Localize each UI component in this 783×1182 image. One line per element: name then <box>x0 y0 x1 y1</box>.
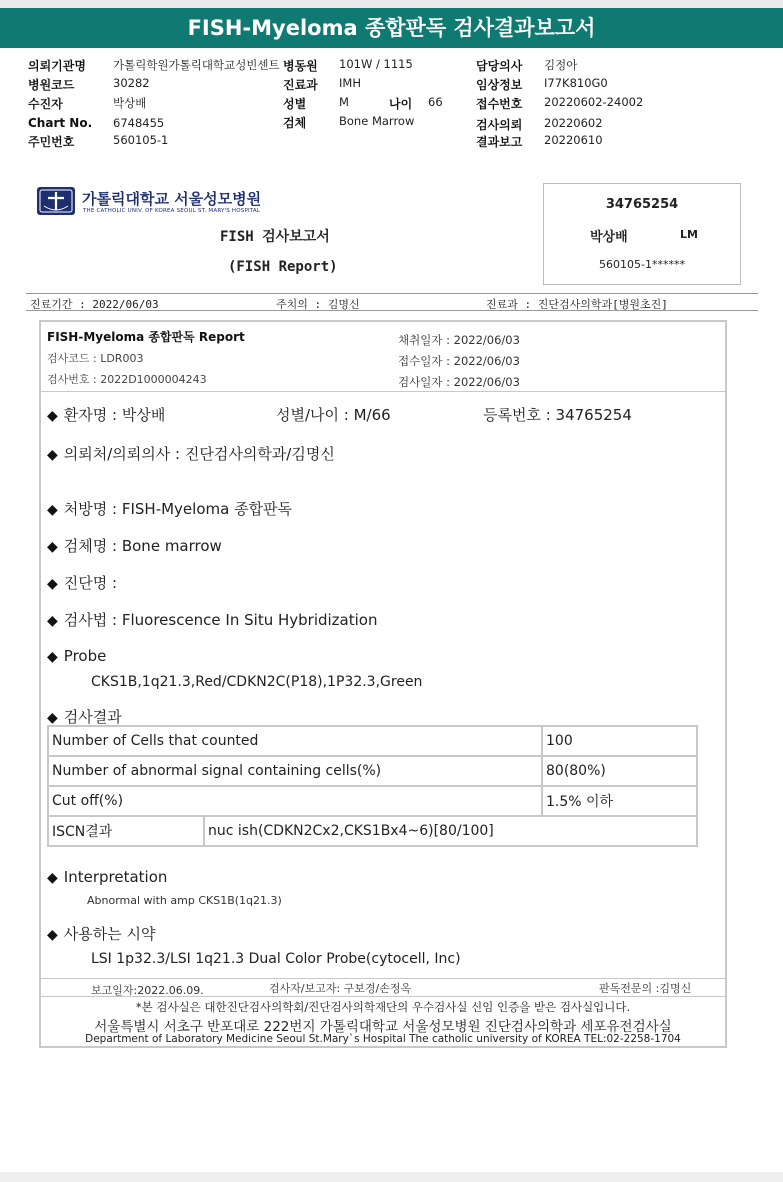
divider <box>41 996 725 997</box>
value-department: IMH <box>339 76 361 90</box>
label-patient: 수진자 <box>28 97 63 111</box>
report-meta <box>41 322 725 392</box>
label-hospital-code: 병원코드 <box>28 78 75 92</box>
patient-name: 박상배 <box>590 230 628 245</box>
bottom-band <box>0 1172 783 1182</box>
section-diagnosis: ◆ 진단명 : <box>47 574 118 592</box>
hospital-logo-icon <box>36 186 76 216</box>
label-department: 진료과 <box>283 78 318 92</box>
page-title: FISH-Myeloma 종합판독 검사결과보고서 <box>0 8 783 48</box>
result-label: Cut off(%) <box>48 786 542 816</box>
certification-note: *본 검사실은 대한진단검사의학회/진단검사의학재단의 우수검사실 신임 인증을 받은 검사실입니다. <box>135 1000 631 1014</box>
section-method: ◆ 검사법 : Fluorescence In Situ Hybridization <box>47 611 378 629</box>
value-specimen: Bone Marrow <box>339 114 415 128</box>
label-result-report: 결과보고 <box>476 135 523 149</box>
label-attending: 담당의사 <box>476 59 523 73</box>
value-requesting-org: 가톨릭학원가톨릭대학교성빈센트 <box>113 58 280 72</box>
table-row <box>48 786 697 816</box>
reagent-value: LSI 1p32.3/LSI 1q21.3 Dual Color Probe(cytocell, Inc) <box>91 951 461 967</box>
hospital-english-name: THE CATHOLIC UNIV. OF KOREA SEOUL ST. MARY'S HOSPITAL <box>83 208 261 214</box>
divider <box>41 978 725 979</box>
label-ward: 병동원 <box>283 59 318 73</box>
label-receipt-no: 접수번호 <box>476 97 523 111</box>
lab-english-name: Department of Laboratory Medicine Seoul St.Mary`s Hospital The catholic university of KOREA TEL:02-2258-1704 <box>85 1033 681 1045</box>
section-result: ◆ 검사결과 <box>47 708 122 726</box>
interpretation-value: Abnormal with amp CKS1B(1q21.3) <box>87 894 282 907</box>
table-row <box>48 816 697 846</box>
label-chart-no: Chart No. <box>28 116 93 130</box>
section-referrer: ◆ 의뢰처/의뢰의사 : 진단검사의학과/김명신 <box>47 445 335 463</box>
section-patient: ◆ 환자명 : 박상배 <box>47 406 166 424</box>
iscn-label: ISCN결과 <box>49 817 204 845</box>
test-code: 검사코드 : LDR003 <box>47 352 144 365</box>
result-table <box>47 725 698 847</box>
value-attending: 김정아 <box>544 58 578 72</box>
report-name: FISH-Myeloma 종합판독 Report <box>47 330 245 344</box>
test-date: 검사일자 : 2022/06/03 <box>398 375 520 389</box>
label-clinical-info: 임상정보 <box>476 78 523 92</box>
value-sex: M <box>339 95 349 109</box>
label-age: 나이 <box>389 97 413 111</box>
value-receipt-no: 20220602-24002 <box>544 95 644 109</box>
section-probe: ◆ Probe <box>47 647 107 665</box>
value-request-date: 20220602 <box>544 116 603 130</box>
top-band <box>0 0 783 8</box>
value-rrn: 560105-1 <box>113 133 169 147</box>
label-specimen: 검체 <box>283 116 307 130</box>
visit-info-row <box>26 293 758 311</box>
result-label: Number of abnormal signal containing cells(%) <box>48 756 542 786</box>
value-age: 66 <box>428 95 443 109</box>
patient-code: LM <box>680 228 698 241</box>
result-value: 1.5% 이하 <box>542 786 697 816</box>
patient-id-box <box>543 183 741 285</box>
section-order: ◆ 처방명 : FISH-Myeloma 종합판독 <box>47 500 293 518</box>
table-row <box>48 756 697 786</box>
section-reagent: ◆ 사용하는 시약 <box>47 925 156 943</box>
value-hospital-code: 30282 <box>113 76 150 90</box>
reading-doctor: 판독전문의 :김명신 <box>599 982 692 995</box>
lab-address: 서울특별시 서초구 반포대로 222번지 가톨릭대학교 서울성모병원 진단검사의학과 세포유전검사실 <box>94 1019 672 1035</box>
label-requesting-org: 의뢰기관명 <box>28 59 86 73</box>
section-interpretation: ◆ Interpretation <box>47 868 168 886</box>
result-label: Number of Cells that counted <box>48 726 542 756</box>
visit-period: 진료기간 : 2022/06/03 <box>30 298 159 311</box>
visit-doctor: 주치의 : 김명신 <box>276 298 360 311</box>
value-chart-no: 6748455 <box>113 116 165 130</box>
hospital-name: 가톨릭대학교 서울성모병원 <box>82 190 262 208</box>
test-number: 검사번호 : 2022D1000004243 <box>47 373 207 386</box>
value-patient: 박상배 <box>113 96 147 110</box>
patient-id: 34765254 <box>605 197 679 212</box>
value-clinical-info: I77K810G0 <box>544 76 608 90</box>
label-sex: 성별 <box>283 97 307 111</box>
label-rrn: 주민번호 <box>28 135 75 149</box>
table-row <box>48 726 697 756</box>
report-subtitle: (FISH Report) <box>228 259 338 275</box>
section-specimen: ◆ 검체명 : Bone marrow <box>47 537 222 555</box>
probe-value: CKS1B,1q21.3,Red/CDKN2C(P18),1P32.3,Green <box>91 674 423 690</box>
receive-date: 접수일자 : 2022/06/03 <box>398 354 520 368</box>
section-registration: 등록번호 : 34765254 <box>483 406 632 424</box>
value-ward: 101W / 1115 <box>339 57 413 71</box>
result-value: 100 <box>542 726 697 756</box>
patient-rrn: 560105-1****** <box>599 258 685 271</box>
iscn-value: nuc ish(CDKN2Cx2,CKS1Bx4~6)[80/100] <box>208 823 494 839</box>
report-title: FISH 검사보고서 <box>220 229 330 245</box>
report-frame <box>39 320 727 1048</box>
result-value: 80(80%) <box>542 756 697 786</box>
collect-date: 채취일자 : 2022/06/03 <box>398 333 520 347</box>
value-result-report: 20220610 <box>544 133 603 147</box>
report-date: 보고일자:2022.06.09. <box>91 984 204 997</box>
label-request-date: 검사의뢰 <box>476 118 523 132</box>
visit-department: 진료과 : 진단검사의학과[병원초진] <box>486 298 668 311</box>
section-sex-age: 성별/나이 : M/66 <box>276 406 391 424</box>
examiner: 검사자/보고자: 구보경/손정옥 <box>269 982 412 995</box>
